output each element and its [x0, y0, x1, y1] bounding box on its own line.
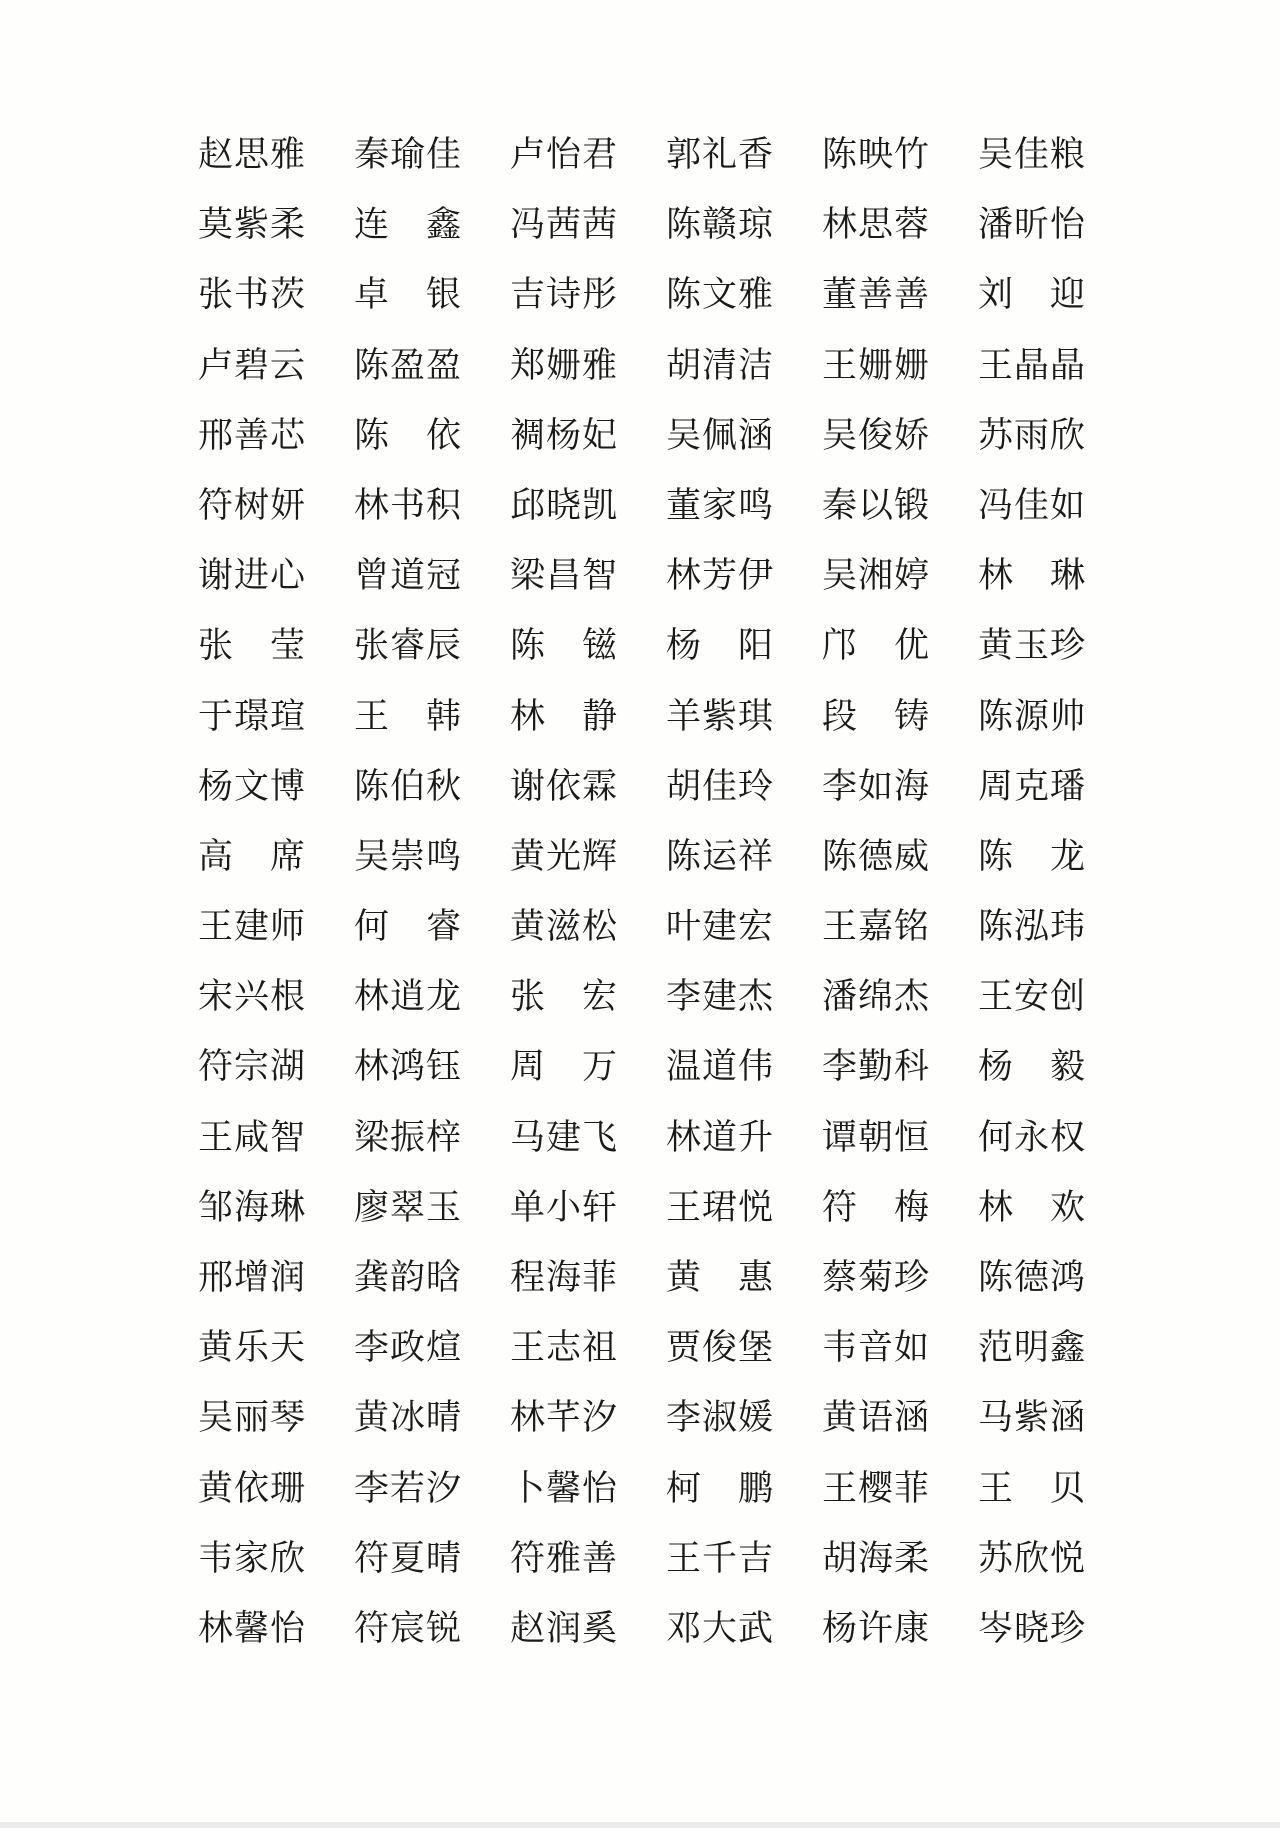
name-entry: 邱晓凯 — [510, 485, 619, 526]
name-entry: 董善善 — [822, 275, 931, 316]
name-entry: 胡海柔 — [822, 1538, 931, 1579]
name-entry: 陈 依 — [354, 415, 463, 456]
name-entry: 梁昌智 — [510, 556, 619, 597]
name-entry: 马建飞 — [510, 1117, 619, 1158]
name-entry: 符宸锐 — [354, 1608, 463, 1649]
name-entry: 张 莹 — [198, 626, 307, 667]
name-entry: 黄乐天 — [198, 1328, 307, 1369]
name-entry: 陈伯秋 — [354, 766, 463, 807]
name-entry: 李若汐 — [354, 1468, 463, 1509]
name-entry: 贾俊堡 — [666, 1328, 775, 1369]
name-entry: 赵思雅 — [198, 135, 307, 175]
name-entry: 周 万 — [510, 1047, 619, 1088]
name-entry: 廖翠玉 — [354, 1187, 463, 1228]
name-entry: 王晶晶 — [978, 345, 1087, 386]
name-entry: 陈文雅 — [666, 275, 775, 316]
name-entry: 宋兴根 — [198, 977, 307, 1018]
name-entry: 叶建宏 — [666, 907, 775, 948]
name-entry: 陈赣琼 — [666, 205, 775, 246]
name-entry: 符夏晴 — [354, 1538, 463, 1579]
name-entry: 王姗姗 — [822, 345, 931, 386]
name-entry: 高 席 — [198, 836, 307, 877]
name-entry: 莫紫柔 — [198, 205, 307, 246]
name-entry: 王建师 — [198, 907, 307, 948]
name-entry: 黄 惠 — [666, 1258, 775, 1298]
name-entry: 苏雨欣 — [978, 415, 1087, 456]
name-entry: 连 鑫 — [354, 205, 463, 246]
name-entry: 吴佩涵 — [666, 415, 775, 456]
name-entry: 邢善芯 — [198, 415, 307, 456]
name-entry: 邓大武 — [666, 1608, 775, 1649]
name-entry: 林思蓉 — [822, 205, 931, 246]
name-entry: 卢碧云 — [198, 345, 307, 386]
name-entry: 张 宏 — [510, 977, 619, 1018]
name-entry: 吴崇鸣 — [354, 836, 463, 877]
name-entry: 王 贝 — [978, 1468, 1087, 1509]
name-entry: 杨 毅 — [978, 1047, 1087, 1088]
name-entry: 林鸿钰 — [354, 1047, 463, 1088]
name-entry: 卓 银 — [354, 275, 463, 316]
name-entry: 张睿辰 — [354, 626, 463, 667]
name-entry: 杨 阳 — [666, 626, 775, 667]
name-entry: 王志祖 — [510, 1328, 619, 1369]
name-entry: 郭礼香 — [666, 135, 775, 175]
name-entry: 黄语涵 — [822, 1398, 931, 1439]
name-entry: 于璟瑄 — [198, 696, 307, 737]
name-entry: 王嘉铭 — [822, 907, 931, 948]
name-entry: 程海菲 — [510, 1258, 619, 1298]
name-entry: 卢怡君 — [510, 135, 619, 175]
name-entry: 林馨怡 — [198, 1608, 307, 1649]
name-entry: 黄冰晴 — [354, 1398, 463, 1439]
name-entry: 王咸智 — [198, 1117, 307, 1158]
name-entry: 王珺悦 — [666, 1187, 775, 1228]
name-entry: 陈泓玮 — [978, 907, 1087, 948]
name-entry: 黄滋松 — [510, 907, 619, 948]
name-entry: 何永权 — [978, 1117, 1087, 1158]
name-entry: 秦以锻 — [822, 485, 931, 526]
name-entry: 吴佳粮 — [978, 135, 1087, 175]
name-entry: 梁振梓 — [354, 1117, 463, 1158]
name-entry: 马紫涵 — [978, 1398, 1087, 1439]
name-entry: 王 韩 — [354, 696, 463, 737]
name-entry: 陈源帅 — [978, 696, 1087, 737]
name-entry: 黄光辉 — [510, 836, 619, 877]
name-entry: 刘 迎 — [978, 275, 1087, 316]
name-entry: 王千吉 — [666, 1538, 775, 1579]
name-entry: 何 睿 — [354, 907, 463, 948]
name-entry: 郑姗雅 — [510, 345, 619, 386]
name-entry: 潘昕怡 — [978, 205, 1087, 246]
name-entry: 林书积 — [354, 485, 463, 526]
name-entry: 林芊汐 — [510, 1398, 619, 1439]
name-entry: 邢增润 — [198, 1258, 307, 1298]
name-entry: 林芳伊 — [666, 556, 775, 597]
name-entry: 冯茜茜 — [510, 205, 619, 246]
name-entry: 王安创 — [978, 977, 1087, 1018]
name-entry: 卜馨怡 — [510, 1468, 619, 1509]
name-entry: 林 琳 — [978, 556, 1087, 597]
name-entry: 张书茨 — [198, 275, 307, 316]
name-entry: 符 梅 — [822, 1187, 931, 1228]
name-entry: 林 静 — [510, 696, 619, 737]
name-entry: 苏欣悦 — [978, 1538, 1087, 1579]
name-entry: 温道伟 — [666, 1047, 775, 1088]
name-entry: 陈德鸿 — [978, 1258, 1087, 1298]
name-entry: 李淑媛 — [666, 1398, 775, 1439]
name-entry: 谢进心 — [198, 556, 307, 597]
name-entry: 符树妍 — [198, 485, 307, 526]
name-entry: 杨许康 — [822, 1608, 931, 1649]
name-entry: 黄玉珍 — [978, 626, 1087, 667]
name-entry: 羊紫琪 — [666, 696, 775, 737]
name-entry: 韦音如 — [822, 1328, 931, 1369]
name-entry: 陈盈盈 — [354, 345, 463, 386]
name-entry: 岑晓珍 — [978, 1608, 1087, 1649]
name-entry: 冯佳如 — [978, 485, 1087, 526]
name-entry: 吴丽琴 — [198, 1398, 307, 1439]
name-entry: 黄依珊 — [198, 1468, 307, 1509]
name-entry: 裯杨妃 — [510, 415, 619, 456]
name-entry: 邹海琳 — [198, 1187, 307, 1228]
name-entry: 邝 优 — [822, 626, 931, 667]
name-entry: 李建杰 — [666, 977, 775, 1018]
name-entry: 林逍龙 — [354, 977, 463, 1018]
name-entry: 陈德威 — [822, 836, 931, 877]
name-entry: 符雅善 — [510, 1538, 619, 1579]
name-entry: 林 欢 — [978, 1187, 1087, 1228]
name-entry: 段 铸 — [822, 696, 931, 737]
name-entry: 吴俊娇 — [822, 415, 931, 456]
name-entry: 杨文博 — [198, 766, 307, 807]
name-entry: 吉诗彤 — [510, 275, 619, 316]
name-entry: 曾道冠 — [354, 556, 463, 597]
name-entry: 单小轩 — [510, 1187, 619, 1228]
name-entry: 龚韵晗 — [354, 1258, 463, 1298]
name-entry: 蔡菊珍 — [822, 1258, 931, 1298]
name-entry: 范明鑫 — [978, 1328, 1087, 1369]
name-entry: 潘绵杰 — [822, 977, 931, 1018]
name-entry: 董家鸣 — [666, 485, 775, 526]
name-entry: 柯 鹏 — [666, 1468, 775, 1509]
scan-bottom-edge — [0, 1822, 1280, 1828]
name-entry: 符宗湖 — [198, 1047, 307, 1088]
name-entry: 陈 龙 — [978, 836, 1087, 877]
name-entry: 谢依霖 — [510, 766, 619, 807]
name-entry: 谭朝恒 — [822, 1117, 931, 1158]
name-entry: 陈映竹 — [822, 135, 931, 175]
name-entry: 胡清洁 — [666, 345, 775, 386]
name-entry: 李政煊 — [354, 1328, 463, 1369]
name-list-grid — [198, 135, 1098, 1682]
name-entry: 吴湘婷 — [822, 556, 931, 597]
name-entry: 李如海 — [822, 766, 931, 807]
name-entry: 李勤科 — [822, 1047, 931, 1088]
name-entry: 赵润奚 — [510, 1608, 619, 1649]
name-entry: 胡佳玲 — [666, 766, 775, 807]
name-entry: 秦瑜佳 — [354, 135, 463, 175]
name-entry: 陈运祥 — [666, 836, 775, 877]
name-entry: 陈 镃 — [510, 626, 619, 667]
name-entry: 王樱菲 — [822, 1468, 931, 1509]
name-entry: 周克璠 — [978, 766, 1087, 807]
name-entry: 韦家欣 — [198, 1538, 307, 1579]
name-entry: 林道升 — [666, 1117, 775, 1158]
